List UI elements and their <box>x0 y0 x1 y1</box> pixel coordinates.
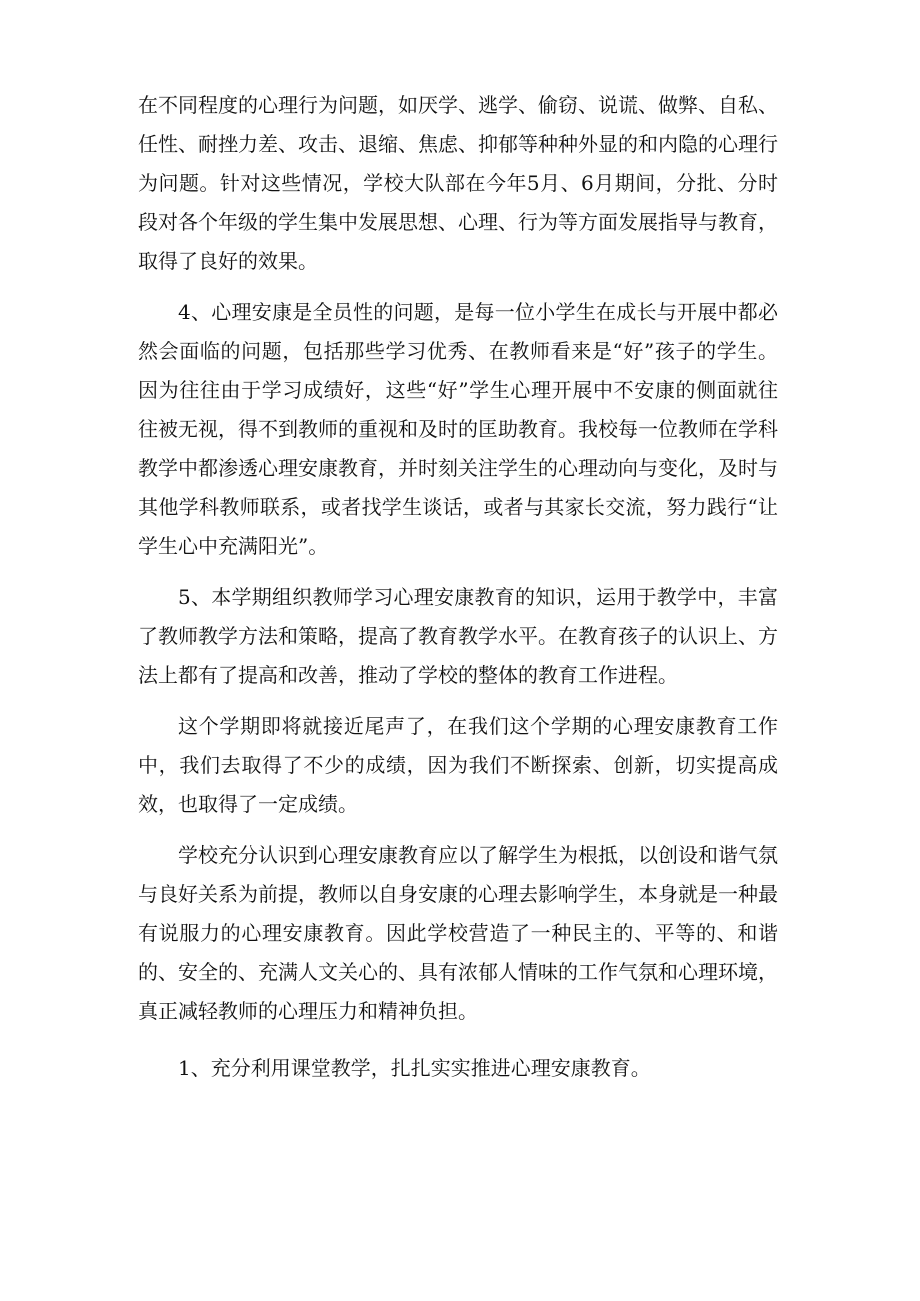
paragraph-semester-summary: 这个学期即将就接近尾声了，在我们这个学期的心理安康教育工作中，我们去取得了不少的成绩，因为我们不断探索、创新，切实提高成效，也取得了一定成绩。 <box>138 714 778 816</box>
paragraph-item-5: 5、本学期组织教师学习心理安康教育的知识，运用于教学中，丰富了教师教学方法和策略，提高了教育教学水平。在教育孩子的认识上、方法上都有了提高和改善，推动了学校的整体的教育工作进程。 <box>138 585 778 687</box>
paragraph-school-awareness: 学校充分认识到心理安康教育应以了解学生为根抵，以创设和谐气氛与良好关系为前提，教师以自身安康的心理去影响学生，本身就是一种最有说服力的心理安康教育。因此学校营造了一种民主的、平等的、和谐的、安全的、充满人文关心的、具有浓郁人情味的工作气氛和心理环境，真正减轻教师的心理压力和精神负担。 <box>138 843 778 1023</box>
paragraph-item-4: 4、心理安康是全员性的问题，是每一位小学生在成长与开展中都必然会面临的问题，包括那些学习优秀、在教师看来是“好”孩子的学生。因为往往由于学习成绩好，这些“好”学生心理开展中不安康的侧面就往往被无视，得不到教师的重视和及时的匡助教育。我校每一位教师在学科教学中都渗透心理安康教育，并时刻关注学生的心理动向与变化，及时与其他学科教师联系，或者找学生谈话，或者与其家长交流，努力践行“让学生心中充满阳光”。 <box>138 300 778 558</box>
document-body <box>138 86 778 1088</box>
paragraph-item-1: 1、充分利用课堂教学，扎扎实实推进心理安康教育。 <box>178 1056 651 1080</box>
paragraph-continued: 在不同程度的心理行为问题，如厌学、逃学、偷窃、说谎、做弊、自私、任性、耐挫力差、攻击、退缩、焦虑、抑郁等种种外显的和内隐的心理行为问题。针对这些情况，学校大队部在今年5月、6月期间，分批、分时段对各个年级的学生集中发展思想、心理、行为等方面发展指导与教育，取得了良好的效果。 <box>138 93 778 273</box>
